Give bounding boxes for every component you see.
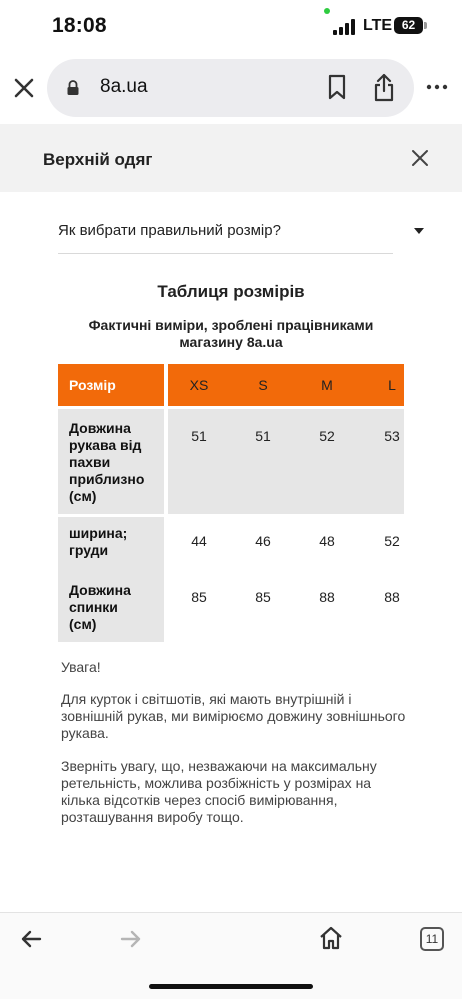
table-cell: 53 bbox=[384, 428, 400, 444]
table-cell: 51 bbox=[255, 428, 271, 444]
table-row-label: Довжина рукава від пахви приблизно (см) bbox=[69, 420, 145, 504]
table-row-label: ширина; груди bbox=[69, 525, 128, 558]
bookmark-icon[interactable] bbox=[326, 74, 348, 100]
size-header: XS bbox=[189, 377, 209, 393]
lock-icon bbox=[66, 80, 80, 96]
close-modal-icon[interactable] bbox=[410, 148, 430, 168]
close-tab-icon[interactable] bbox=[11, 75, 37, 101]
more-options-icon[interactable] bbox=[426, 76, 448, 98]
warning-heading: Увага! bbox=[61, 659, 101, 675]
table-header-label: Розмір bbox=[69, 377, 116, 393]
accordion-label: Як вибрати правильний розмір? bbox=[58, 222, 281, 239]
battery-icon bbox=[394, 17, 423, 34]
table-cell: 46 bbox=[255, 533, 271, 549]
share-icon[interactable] bbox=[372, 72, 396, 102]
size-header: L bbox=[388, 377, 396, 393]
battery-tip bbox=[424, 22, 427, 29]
bottom-toolbar bbox=[0, 912, 462, 999]
table-cell: 48 bbox=[319, 533, 335, 549]
table-cell: 88 bbox=[319, 589, 335, 605]
size-table-subtitle: Фактичні виміри, зроблені працівниками магазину 8a.ua bbox=[88, 317, 374, 350]
table-cell: 52 bbox=[384, 533, 400, 549]
chevron-down-icon bbox=[414, 228, 424, 234]
forward-arrow-icon[interactable] bbox=[120, 929, 142, 949]
size-guide-accordion[interactable] bbox=[58, 218, 393, 254]
table-cell: 51 bbox=[191, 428, 207, 444]
camera-indicator-icon bbox=[324, 8, 330, 14]
table-row-label: Довжина спинки (см) bbox=[69, 582, 131, 632]
size-header: S bbox=[258, 377, 268, 393]
table-cell: 52 bbox=[319, 428, 335, 444]
home-icon[interactable] bbox=[319, 926, 343, 950]
signal-icon bbox=[333, 19, 357, 35]
size-table-title: Таблиця розмірів bbox=[157, 282, 305, 301]
table-cell: 85 bbox=[255, 589, 271, 605]
battery-level: 62 bbox=[401, 18, 416, 32]
table-cell: 88 bbox=[384, 589, 400, 605]
tabs-button[interactable] bbox=[420, 927, 444, 951]
modal-header bbox=[0, 124, 462, 192]
status-bar bbox=[0, 0, 462, 56]
size-header: M bbox=[321, 377, 333, 393]
note-paragraph: Для курток і світшотів, які мають внутрішній і зовнішній рукав, ми вимірюємо довжину зовнішнього рукава. bbox=[61, 691, 406, 741]
network-type: LTE bbox=[363, 17, 393, 34]
tabs-count: 11 bbox=[425, 932, 439, 946]
back-arrow-icon[interactable] bbox=[20, 929, 42, 949]
url-text[interactable]: 8a.ua bbox=[100, 76, 148, 97]
note-paragraph: Зверніть увагу, що, незважаючи на максимальну ретельність, можлива розбіжність у розмірах на кілька відсотків через спосіб вимірювання, розташування виробу тощо. bbox=[61, 758, 377, 825]
modal-title: Верхній одяг bbox=[43, 150, 153, 169]
table-cell: 44 bbox=[191, 533, 207, 549]
table-row-bg bbox=[168, 409, 404, 514]
home-indicator bbox=[149, 984, 313, 989]
table-cell: 85 bbox=[191, 589, 207, 605]
status-time: 18:08 bbox=[52, 14, 107, 37]
browser-bar bbox=[0, 56, 462, 122]
